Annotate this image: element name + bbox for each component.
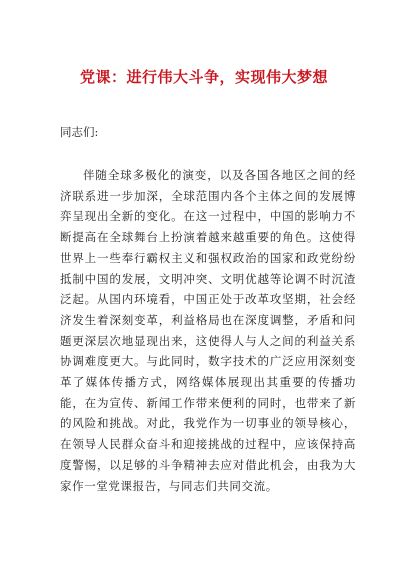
body-paragraph: 伴随全球多极化的演变，以及各国各地区之间的经济联系进一步加深，全球范围内各个主体之间的发展博弈呈现出全新的变化。在这一过程中，中国的影响力不断提高在全球舞台上扮演着越来越重要的角色。这使得世界上一些奉行霸权主义和强权政治的国家和政党纷纷抵制中国的发展，文明冲突、文明优越等论调不时沉渣泛起。从国内环境看，中国正处于改革攻坚期，社会经济发生着深刻变革，利益格局也在深度调整，矛盾和问题更深层次地显现出来，这使得人与人之间的利益关系协调难度更大。与此同时，数字技术的广泛应用深刻变革了媒体传播方式，网络媒体展现出其重要的传播功能，在为宣传、新闻工作带来便利的同时，也带来了新的风险和挑战。对此，我党作为一切事业的领导核心，在领导人民群众奋斗和迎接挑战的过程中，应该保持高度警惕，以足够的斗争精神去应对借此机会，由我为大家作一堂党课报告，与同志们共同交流。 — [60, 168, 356, 493]
document-title: 党课：进行伟大斗争，实现伟大梦想 — [79, 68, 328, 86]
salutation: 同志们: — [60, 125, 99, 139]
